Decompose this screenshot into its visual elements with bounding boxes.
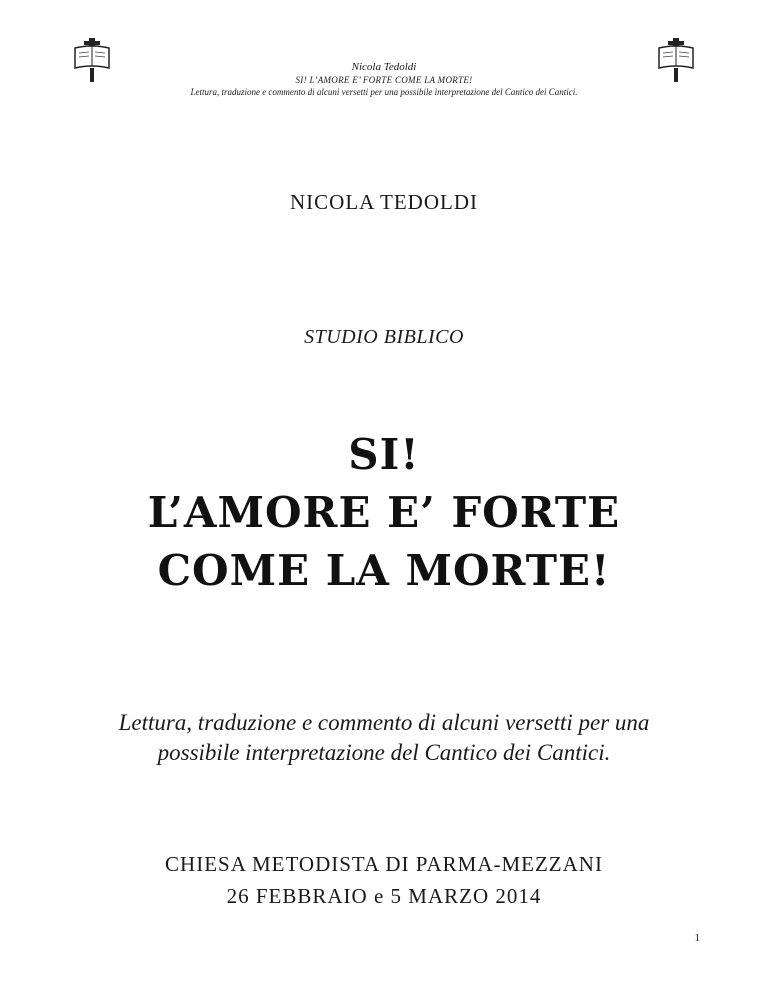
cover-subtitle-line: Lettura, traduzione e commento di alcuni versetti per una [118, 710, 650, 735]
cover-subtitle [0, 708, 768, 768]
cover-title-line: L’AMORE E’ FORTE [147, 488, 621, 537]
cover-title-line: COME LA MORTE! [157, 546, 611, 595]
running-header [0, 60, 768, 99]
event-dates: 26 FEBBRAIO e 5 MARZO 2014 [226, 884, 542, 908]
cover-title [0, 426, 768, 600]
header-subtitle: Lettura, traduzione e commento di alcuni versetti per una possibile interpretazione del Cantico dei Cantici. [190, 87, 578, 97]
church-name: CHIESA METODISTA DI PARMA-MEZZANI [165, 852, 603, 876]
cover-venue [0, 848, 768, 912]
cover-author: NICOLA TEDOLDI [289, 190, 478, 214]
cover-title-line: SI! [348, 430, 420, 479]
cover-subtitle-line: possibile interpretazione del Cantico dei Cantici. [157, 740, 611, 765]
header-author: Nicola Tedoldi [351, 61, 417, 73]
page-number: 1 [694, 932, 700, 944]
header-title: SI! L’AMORE E’ FORTE COME LA MORTE! [295, 75, 473, 85]
cover-category: STUDIO BIBLICO [304, 326, 464, 348]
